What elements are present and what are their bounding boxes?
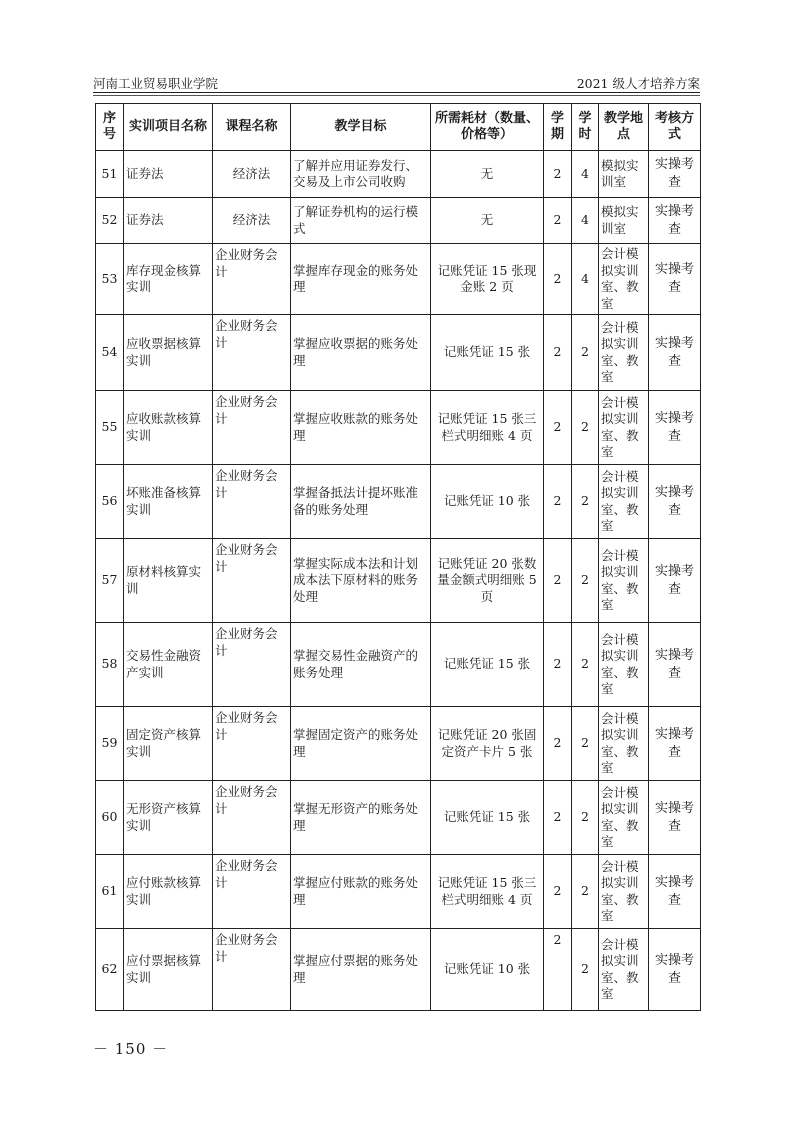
cell-course: 企业财务会计 [213, 623, 291, 707]
cell-materials: 记账凭证 15 张现金账 2 页 [431, 244, 544, 315]
cell-goal: 了解证券机构的运行模式 [291, 198, 431, 244]
cell-no: 59 [96, 707, 124, 781]
cell-materials: 记账凭证 10 张 [431, 929, 544, 1011]
cell-term: 2 [544, 244, 572, 315]
cell-term: 2 [544, 465, 572, 539]
cell-project: 应付账款核算实训 [124, 855, 213, 929]
cell-no: 51 [96, 151, 124, 198]
cell-course: 企业财务会计 [213, 315, 291, 391]
table-row [96, 391, 701, 465]
cell-materials: 记账凭证 20 张固定资产卡片 5 张 [431, 707, 544, 781]
cell-course: 企业财务会计 [213, 391, 291, 465]
cell-place: 会计模拟实训室、教室 [599, 855, 649, 929]
cell-project: 交易性金融资产实训 [124, 623, 213, 707]
cell-assess: 实操考查 [649, 151, 701, 198]
cell-no: 57 [96, 539, 124, 623]
cell-place: 会计模拟实训室、教室 [599, 707, 649, 781]
cell-goal: 掌握应付票据的账务处理 [291, 929, 431, 1011]
cell-project: 固定资产核算实训 [124, 707, 213, 781]
col-header-assess: 考核方式 [649, 104, 701, 151]
cell-hours: 2 [572, 855, 599, 929]
cell-hours: 4 [572, 151, 599, 198]
table-row [96, 623, 701, 707]
cell-course: 企业财务会计 [213, 539, 291, 623]
table-row [96, 465, 701, 539]
cell-term: 2 [544, 929, 572, 1011]
cell-assess: 实操考查 [649, 391, 701, 465]
cell-assess: 实操考查 [649, 198, 701, 244]
col-header-place: 教学地点 [599, 104, 649, 151]
cell-goal: 掌握应收票据的账务处理 [291, 315, 431, 391]
cell-term: 2 [544, 707, 572, 781]
cell-place: 会计模拟实训室、教室 [599, 465, 649, 539]
cell-hours: 2 [572, 315, 599, 391]
cell-hours: 2 [572, 539, 599, 623]
cell-place: 会计模拟实训室、教室 [599, 623, 649, 707]
cell-place: 会计模拟实训室、教室 [599, 929, 649, 1011]
cell-term: 2 [544, 623, 572, 707]
cell-place: 会计模拟实训室、教室 [599, 315, 649, 391]
cell-course: 企业财务会计 [213, 465, 291, 539]
table-row [96, 929, 701, 1011]
cell-materials: 记账凭证 20 张数量金额式明细账 5 页 [431, 539, 544, 623]
training-table [95, 103, 701, 1011]
cell-term: 2 [544, 315, 572, 391]
table-row [96, 244, 701, 315]
cell-materials: 无 [431, 151, 544, 198]
cell-term: 2 [544, 539, 572, 623]
cell-assess: 实操考查 [649, 539, 701, 623]
cell-course: 企业财务会计 [213, 244, 291, 315]
header-rule [93, 92, 700, 93]
cell-goal: 了解并应用证券发行、交易及上市公司收购 [291, 151, 431, 198]
cell-assess: 实操考查 [649, 707, 701, 781]
table-row [96, 151, 701, 198]
cell-assess: 实操考查 [649, 929, 701, 1011]
header-rule-thin [93, 95, 700, 96]
cell-no: 60 [96, 781, 124, 855]
cell-assess: 实操考查 [649, 855, 701, 929]
col-header-goal: 教学目标 [291, 104, 431, 151]
cell-materials: 无 [431, 198, 544, 244]
table-row [96, 539, 701, 623]
cell-course: 企业财务会计 [213, 929, 291, 1011]
page-number: － 150 － [93, 1040, 169, 1058]
cell-course: 企业财务会计 [213, 707, 291, 781]
cell-place: 会计模拟实训室、教室 [599, 539, 649, 623]
col-header-hours: 学时 [572, 104, 599, 151]
cell-course: 企业财务会计 [213, 855, 291, 929]
cell-goal: 掌握库存现金的账务处理 [291, 244, 431, 315]
cell-goal: 掌握交易性金融资产的账务处理 [291, 623, 431, 707]
cell-project: 坏账准备核算实训 [124, 465, 213, 539]
cell-materials: 记账凭证 15 张 [431, 315, 544, 391]
cell-place: 模拟实训室 [599, 151, 649, 198]
cell-hours: 4 [572, 198, 599, 244]
cell-hours: 2 [572, 781, 599, 855]
table-row [96, 315, 701, 391]
cell-hours: 2 [572, 465, 599, 539]
col-header-term: 学期 [544, 104, 572, 151]
table-header-row [96, 104, 701, 151]
table-row [96, 781, 701, 855]
cell-place: 模拟实训室 [599, 198, 649, 244]
table-row [96, 707, 701, 781]
cell-no: 55 [96, 391, 124, 465]
cell-project: 应收票据核算实训 [124, 315, 213, 391]
cell-materials: 记账凭证 15 张三栏式明细账 4 页 [431, 855, 544, 929]
cell-place: 会计模拟实训室、教室 [599, 391, 649, 465]
table-row [96, 198, 701, 244]
cell-hours: 2 [572, 929, 599, 1011]
col-header-project: 实训项目名称 [124, 104, 213, 151]
cell-no: 56 [96, 465, 124, 539]
cell-project: 应付票据核算实训 [124, 929, 213, 1011]
cell-goal: 掌握备抵法计提坏账准备的账务处理 [291, 465, 431, 539]
cell-project: 原材料核算实训 [124, 539, 213, 623]
cell-term: 2 [544, 391, 572, 465]
cell-goal: 掌握应付账款的账务处理 [291, 855, 431, 929]
cell-no: 62 [96, 929, 124, 1011]
header-document-title: 2021 级人才培养方案 [576, 76, 700, 91]
cell-goal: 掌握无形资产的账务处理 [291, 781, 431, 855]
cell-hours: 2 [572, 707, 599, 781]
cell-place: 会计模拟实训室、教室 [599, 781, 649, 855]
cell-assess: 实操考查 [649, 244, 701, 315]
cell-project: 证券法 [124, 151, 213, 198]
cell-materials: 记账凭证 15 张 [431, 781, 544, 855]
cell-hours: 4 [572, 244, 599, 315]
cell-goal: 掌握应收账款的账务处理 [291, 391, 431, 465]
cell-assess: 实操考查 [649, 781, 701, 855]
cell-assess: 实操考查 [649, 315, 701, 391]
cell-materials: 记账凭证 15 张三栏式明细账 4 页 [431, 391, 544, 465]
cell-no: 58 [96, 623, 124, 707]
cell-course: 经济法 [213, 198, 291, 244]
cell-assess: 实操考查 [649, 623, 701, 707]
table-row [96, 855, 701, 929]
cell-project: 证券法 [124, 198, 213, 244]
cell-assess: 实操考查 [649, 465, 701, 539]
cell-materials: 记账凭证 10 张 [431, 465, 544, 539]
cell-goal: 掌握固定资产的账务处理 [291, 707, 431, 781]
cell-goal: 掌握实际成本法和计划成本法下原材料的账务处理 [291, 539, 431, 623]
cell-no: 53 [96, 244, 124, 315]
cell-course: 经济法 [213, 151, 291, 198]
cell-term: 2 [544, 855, 572, 929]
cell-hours: 2 [572, 623, 599, 707]
cell-no: 54 [96, 315, 124, 391]
col-header-course: 课程名称 [213, 104, 291, 151]
header-school-name: 河南工业贸易职业学院 [93, 76, 219, 91]
cell-term: 2 [544, 151, 572, 198]
cell-project: 库存现金核算实训 [124, 244, 213, 315]
cell-place: 会计模拟实训室、教室 [599, 244, 649, 315]
cell-term: 2 [544, 781, 572, 855]
cell-term: 2 [544, 198, 572, 244]
col-header-materials: 所需耗材（数量、价格等） [431, 104, 544, 151]
cell-hours: 2 [572, 391, 599, 465]
cell-no: 61 [96, 855, 124, 929]
cell-project: 应收账款核算实训 [124, 391, 213, 465]
cell-materials: 记账凭证 15 张 [431, 623, 544, 707]
col-header-no: 序号 [96, 104, 124, 151]
cell-no: 52 [96, 198, 124, 244]
cell-project: 无形资产核算实训 [124, 781, 213, 855]
cell-course: 企业财务会计 [213, 781, 291, 855]
